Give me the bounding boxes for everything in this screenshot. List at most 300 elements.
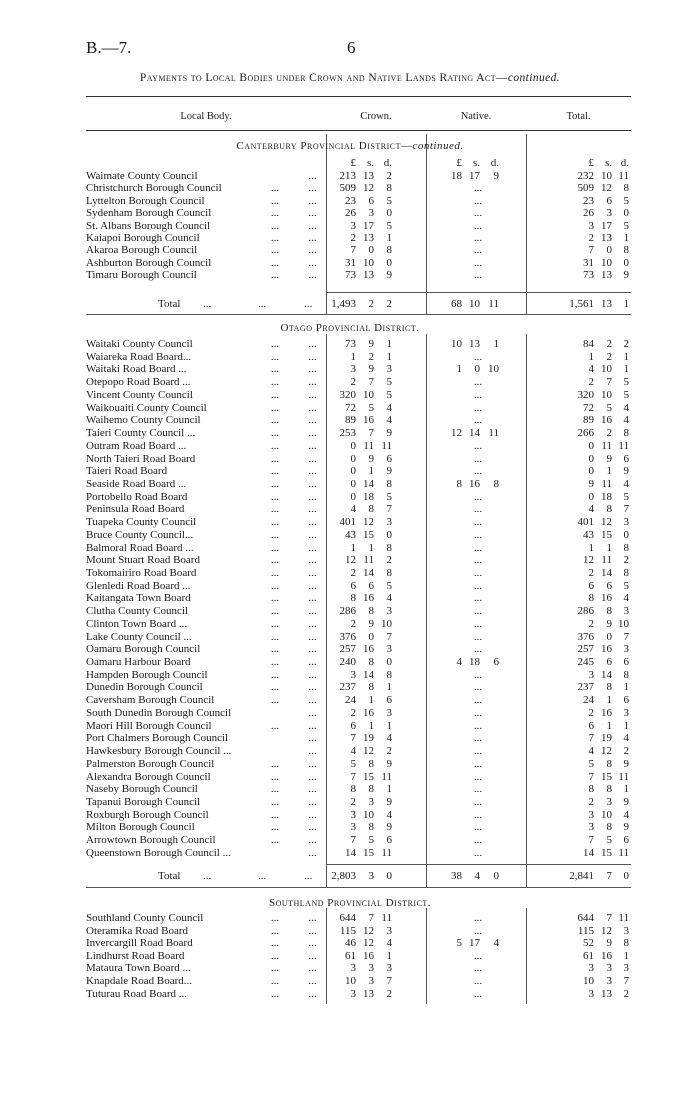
local-body-name: Balmoral Road Board ... (86, 541, 194, 554)
crown-amount: 15 (363, 528, 374, 541)
total-amount: 11 (618, 439, 629, 452)
crown-amount: 8 (368, 821, 374, 834)
crown-amount: 11 (363, 439, 374, 452)
leader-dots: ... (308, 363, 317, 376)
crown-amount: 8 (368, 605, 374, 618)
local-body-name: Waihemo County Council (86, 414, 201, 427)
section-rule (86, 314, 631, 315)
leader-dots: ... (270, 465, 280, 478)
native-empty-dots: ... (473, 207, 483, 220)
total-rule (326, 292, 631, 293)
native-empty-dots: ... (473, 541, 483, 554)
unit-shillings: s. (604, 157, 612, 169)
native-total: 38 (451, 870, 462, 882)
native-empty-dots: ... (473, 194, 483, 207)
crown-amount: 253 (339, 427, 356, 439)
local-body-name: Taieri Road Board (86, 465, 168, 478)
crown-amount: 1 (368, 694, 374, 707)
total-amount: 16 (601, 592, 612, 605)
crown-amount: 7 (386, 975, 392, 987)
leader-dots: ... (270, 821, 280, 834)
table-row (0, 618, 700, 631)
total-amount: 1 (623, 232, 629, 244)
local-body-name: Oamaru Borough Council (86, 643, 201, 656)
total-amount: 3 (623, 516, 629, 529)
crown-amount: 5 (368, 834, 374, 847)
local-body-name: Knapdale Road Board... (86, 975, 192, 987)
crown-amount: 61 (345, 949, 356, 962)
table-row (0, 809, 700, 822)
leader-dots: ... (270, 401, 280, 414)
section-heading (0, 140, 700, 152)
crown-amount: 5 (386, 376, 392, 389)
native-amount: 16 (469, 477, 480, 490)
crown-amount: 0 (386, 656, 392, 668)
crown-amount: 12 (363, 745, 374, 757)
total-amount: 12 (601, 182, 612, 195)
local-body-name: Dunedin Borough Council (86, 681, 203, 694)
local-body-name: Otepopo Road Board ... (86, 376, 191, 389)
total-amount: 10 (601, 363, 612, 376)
table-row (0, 656, 700, 669)
native-total: 68 (451, 298, 462, 310)
total-amount: 9 (623, 821, 629, 834)
native-empty-dots: ... (473, 643, 483, 656)
crown-amount: 8 (386, 477, 392, 490)
grand-total: 1 (623, 298, 629, 310)
native-empty-dots: ... (473, 567, 483, 579)
total-amount: 12 (583, 554, 594, 567)
total-amount: 0 (623, 256, 629, 269)
table-row (0, 567, 700, 580)
native-empty-dots: ... (473, 694, 483, 707)
native-empty-dots: ... (473, 465, 483, 478)
crown-amount: 0 (386, 528, 392, 541)
native-empty-dots: ... (473, 182, 483, 195)
leader-dots: ... (270, 516, 280, 529)
crown-amount: 8 (386, 541, 392, 554)
crown-amount: 2 (386, 987, 392, 1000)
local-body-name: St. Albans Borough Council (86, 219, 211, 232)
table-row (0, 453, 700, 466)
leader-dots: ... (308, 401, 317, 414)
crown-amount: 6 (386, 694, 392, 707)
crown-amount: 6 (386, 452, 392, 465)
leader-dots: ... (308, 414, 317, 427)
native-empty-dots: ... (473, 757, 483, 770)
leader-dots: ... (270, 439, 280, 452)
native-empty-dots: ... (473, 350, 483, 363)
native-empty-dots: ... (473, 554, 483, 567)
total-amount: 11 (601, 439, 612, 452)
crown-amount: 3 (350, 668, 356, 681)
total-amount: 5 (623, 388, 629, 401)
leader-dots: ... (270, 376, 280, 389)
total-amount: 7 (588, 244, 594, 257)
crown-amount: 89 (345, 414, 356, 427)
native-empty-dots: ... (473, 770, 483, 783)
table-row (0, 478, 700, 491)
leader-dots: ... (270, 630, 280, 643)
table-row (0, 257, 700, 270)
native-total: 4 (474, 870, 480, 882)
table-row (0, 389, 700, 402)
table-row (0, 414, 700, 427)
leader-dots: ... (308, 465, 317, 478)
crown-amount: 0 (350, 452, 356, 465)
total-amount: 9 (623, 465, 629, 478)
total-amount: 6 (623, 656, 629, 668)
leader-dots: ... (308, 376, 317, 389)
table-row (0, 554, 700, 567)
crown-amount: 2 (350, 376, 356, 389)
table-row (0, 643, 700, 656)
native-amount: 1 (493, 338, 499, 350)
total-amount: 9 (606, 937, 612, 950)
leader-dots: ... (308, 617, 317, 630)
leader-dots: ... (203, 298, 212, 310)
leader-dots: ... (308, 427, 317, 439)
crown-amount: 12 (363, 182, 374, 195)
total-amount: 8 (606, 757, 612, 770)
crown-amount: 14 (363, 668, 374, 681)
crown-amount: 7 (386, 630, 392, 643)
total-amount: 0 (623, 207, 629, 220)
native-empty-dots: ... (473, 706, 483, 719)
crown-amount: 43 (345, 528, 356, 541)
table-row (0, 182, 700, 195)
crown-amount: 5 (386, 388, 392, 401)
leader-dots: ... (308, 912, 317, 924)
local-body-name: Alexandra Borough Council (86, 770, 211, 783)
total-amount: 1 (606, 694, 612, 707)
crown-amount: 237 (339, 681, 356, 694)
crown-amount: 11 (381, 912, 392, 924)
leader-dots: ... (308, 846, 317, 859)
total-amount: 245 (577, 656, 594, 668)
leader-dots: ... (308, 490, 317, 503)
table-row (0, 244, 700, 257)
total-amount: 10 (601, 256, 612, 269)
total-amount: 14 (601, 668, 612, 681)
total-amount: 9 (606, 617, 612, 630)
table-row (0, 592, 700, 605)
section-heading (0, 897, 700, 909)
native-amount: 11 (488, 427, 499, 439)
total-amount: 4 (623, 808, 629, 821)
crown-amount: 31 (345, 256, 356, 269)
crown-amount: 5 (368, 401, 374, 414)
local-body-name: Clinton Town Board ... (86, 617, 188, 630)
total-amount: 0 (588, 490, 594, 503)
crown-amount: 3 (350, 962, 356, 975)
table-row (0, 402, 700, 415)
total-amount: 3 (623, 643, 629, 656)
total-amount: 43 (583, 528, 594, 541)
total-amount: 3 (606, 975, 612, 987)
leader-dots: ... (308, 757, 317, 770)
crown-amount: 7 (368, 376, 374, 389)
section-heading-text: Southland Provincial District. (268, 897, 432, 909)
crown-amount: 0 (368, 630, 374, 643)
total-amount: 2 (588, 795, 594, 808)
total-amount: 1 (606, 465, 612, 478)
crown-amount: 6 (350, 719, 356, 732)
native-empty-dots: ... (473, 962, 483, 975)
crown-amount: 6 (386, 834, 392, 847)
grand-total: 2,841 (569, 870, 594, 882)
crown-amount: 3 (350, 821, 356, 834)
leader-dots: ... (270, 592, 280, 605)
crown-amount: 8 (350, 783, 356, 796)
native-empty-dots: ... (473, 668, 483, 681)
total-amount: 13 (601, 987, 612, 1000)
table-row (0, 631, 700, 644)
crown-amount: 0 (350, 490, 356, 503)
leader-dots: ... (270, 834, 280, 847)
leader-dots: ... (270, 256, 280, 269)
crown-amount: 1 (386, 350, 392, 363)
table-row (0, 975, 700, 988)
total-amount: 7 (623, 503, 629, 516)
total-amount: 61 (583, 949, 594, 962)
total-amount: 10 (601, 808, 612, 821)
native-empty-dots: ... (473, 605, 483, 618)
crown-amount: 6 (350, 579, 356, 592)
crown-amount: 73 (345, 269, 356, 282)
crown-amount: 12 (363, 924, 374, 937)
local-body-name: Queenstown Borough Council ... (86, 846, 231, 859)
crown-amount: 4 (386, 732, 392, 745)
total-amount: 9 (588, 477, 594, 490)
total-amount: 3 (588, 808, 594, 821)
crown-amount: 46 (345, 937, 356, 950)
local-body-name: Hawkesbury Borough Council ... (86, 745, 232, 757)
leader-dots: ... (270, 962, 280, 975)
native-amount: 1 (456, 363, 462, 376)
local-body-name: Roxburgh Borough Council (86, 808, 209, 821)
local-body-name: Southland County Council (86, 912, 204, 924)
crown-amount: 3 (368, 962, 374, 975)
crown-amount: 8 (386, 567, 392, 579)
local-body-name: Mount Stuart Road Board (86, 554, 200, 567)
total-amount: 232 (577, 170, 594, 182)
native-amount: 5 (456, 937, 462, 950)
total-amount: 2 (606, 427, 612, 439)
table-row (0, 681, 700, 694)
crown-amount: 73 (345, 338, 356, 350)
total-amount: 15 (601, 528, 612, 541)
local-body-name: Waikouaiti County Council (86, 401, 207, 414)
native-empty-dots: ... (473, 516, 483, 529)
title-italic: continued. (507, 72, 561, 84)
total-amount: 8 (623, 427, 629, 439)
leader-dots: ... (270, 477, 280, 490)
crown-amount: 0 (350, 477, 356, 490)
leader-dots: ... (308, 808, 317, 821)
leader-dots: ... (270, 987, 280, 1000)
crown-amount: 2 (386, 745, 392, 757)
native-amount: 0 (474, 363, 480, 376)
local-body-name: Arrowtown Borough Council (86, 834, 216, 847)
crown-amount: 320 (339, 388, 356, 401)
crown-amount: 23 (345, 194, 356, 207)
grand-total: 7 (606, 870, 612, 882)
leader-dots: ... (308, 656, 317, 668)
table-row (0, 440, 700, 453)
total-label: Total (158, 298, 181, 310)
native-empty-dots: ... (473, 490, 483, 503)
native-amount: 6 (493, 656, 499, 668)
leader-dots: ... (270, 338, 280, 350)
crown-amount: 3 (350, 987, 356, 1000)
total-amount: 8 (588, 592, 594, 605)
crown-amount: 16 (363, 643, 374, 656)
crown-amount: 286 (339, 605, 356, 618)
total-amount: 11 (618, 912, 629, 924)
leader-dots: ... (308, 207, 317, 220)
leader-dots: ... (270, 757, 280, 770)
crown-amount: 9 (386, 821, 392, 834)
crown-amount: 240 (339, 656, 356, 668)
crown-amount: 7 (350, 834, 356, 847)
total-amount: 12 (601, 745, 612, 757)
table-row (0, 834, 700, 847)
native-empty-dots: ... (473, 745, 483, 757)
unit-pounds: £ (456, 157, 462, 169)
total-amount: 401 (577, 516, 594, 529)
total-amount: 0 (606, 630, 612, 643)
leader-dots: ... (308, 541, 317, 554)
section-heading-text: Otago Provincial District. (280, 322, 420, 334)
native-empty-dots: ... (473, 401, 483, 414)
total-amount: 8 (588, 783, 594, 796)
leader-dots: ... (308, 643, 317, 656)
local-body-name: Taieri County Council ... (86, 427, 196, 439)
native-empty-dots: ... (473, 821, 483, 834)
leader-dots: ... (270, 567, 280, 579)
crown-amount: 4 (350, 503, 356, 516)
leader-dots: ... (308, 219, 317, 232)
local-body-name: Naseby Borough Council (86, 783, 198, 796)
crown-amount: 0 (368, 244, 374, 257)
total-amount: 1 (606, 719, 612, 732)
table-row (0, 580, 700, 593)
total-amount: 11 (618, 846, 629, 859)
local-body-name: Waitaki County Council (86, 338, 193, 350)
leader-dots: ... (308, 962, 317, 975)
native-empty-dots: ... (473, 808, 483, 821)
crown-amount: 12 (363, 937, 374, 950)
total-amount: 5 (623, 579, 629, 592)
crown-amount: 18 (363, 490, 374, 503)
local-body-name: Caversham Borough Council (86, 694, 215, 707)
local-body-name: Ashburton Borough Council (86, 256, 212, 269)
local-body-name: North Taieri Road Board (86, 452, 196, 465)
crown-total: 0 (386, 870, 392, 882)
leader-dots: ... (308, 949, 317, 962)
total-amount: 1 (623, 783, 629, 796)
local-body-name: Hampden Borough Council (86, 668, 208, 681)
native-empty-dots: ... (473, 256, 483, 269)
total-amount: 5 (623, 490, 629, 503)
total-amount: 1 (623, 350, 629, 363)
crown-amount: 1 (386, 338, 392, 350)
leader-dots: ... (308, 605, 317, 618)
crown-amount: 401 (339, 516, 356, 529)
native-amount: 8 (456, 477, 462, 490)
unit-pounds: £ (588, 157, 594, 169)
total-amount: 644 (577, 912, 594, 924)
crown-amount: 13 (363, 987, 374, 1000)
leader-dots: ... (270, 269, 280, 282)
total-amount: 18 (601, 490, 612, 503)
local-body-name: Mataura Town Board ... (86, 962, 191, 975)
native-empty-dots: ... (473, 681, 483, 694)
total-amount: 16 (601, 414, 612, 427)
leader-dots: ... (308, 516, 317, 529)
leader-dots: ... (308, 232, 317, 244)
table-row (0, 771, 700, 784)
leader-dots: ... (270, 541, 280, 554)
table-row (0, 925, 700, 938)
crown-amount: 16 (363, 949, 374, 962)
crown-amount: 376 (339, 630, 356, 643)
total-amount: 84 (583, 338, 594, 350)
table-row (0, 694, 700, 707)
native-amount: 10 (451, 338, 462, 350)
crown-amount: 115 (339, 924, 356, 937)
leader-dots: ... (258, 298, 267, 310)
unit-pence: d. (383, 157, 392, 169)
table-row (0, 427, 700, 440)
section-heading-italic: continued. (412, 140, 464, 152)
crown-total: 3 (368, 870, 374, 882)
total-amount: 8 (606, 821, 612, 834)
native-amount: 4 (456, 656, 462, 668)
native-empty-dots: ... (473, 949, 483, 962)
total-amount: 89 (583, 414, 594, 427)
total-amount: 31 (583, 256, 594, 269)
crown-amount: 3 (386, 643, 392, 656)
leader-dots: ... (270, 668, 280, 681)
total-amount: 6 (588, 719, 594, 732)
total-amount: 8 (606, 783, 612, 796)
crown-amount: 10 (363, 256, 374, 269)
crown-amount: 5 (386, 490, 392, 503)
table-row (0, 220, 700, 233)
leader-dots: ... (308, 706, 317, 719)
total-row (0, 298, 700, 311)
table-row (0, 783, 700, 796)
native-empty-dots: ... (473, 452, 483, 465)
local-body-name: Kaitangata Town Board (86, 592, 191, 605)
leader-dots: ... (308, 681, 317, 694)
local-body-name: Waitaki Road Board ... (86, 363, 187, 376)
header-rule-top (86, 96, 631, 97)
crown-amount: 7 (368, 912, 374, 924)
crown-amount: 1 (350, 541, 356, 554)
total-amount: 2 (606, 338, 612, 350)
crown-amount: 3 (386, 962, 392, 975)
table-row (0, 912, 700, 925)
crown-amount: 8 (350, 592, 356, 605)
column-header-native: Native. (460, 111, 492, 122)
total-amount: 11 (618, 170, 629, 182)
crown-amount: 9 (368, 617, 374, 630)
native-empty-dots: ... (473, 912, 483, 924)
total-amount: 52 (583, 937, 594, 950)
